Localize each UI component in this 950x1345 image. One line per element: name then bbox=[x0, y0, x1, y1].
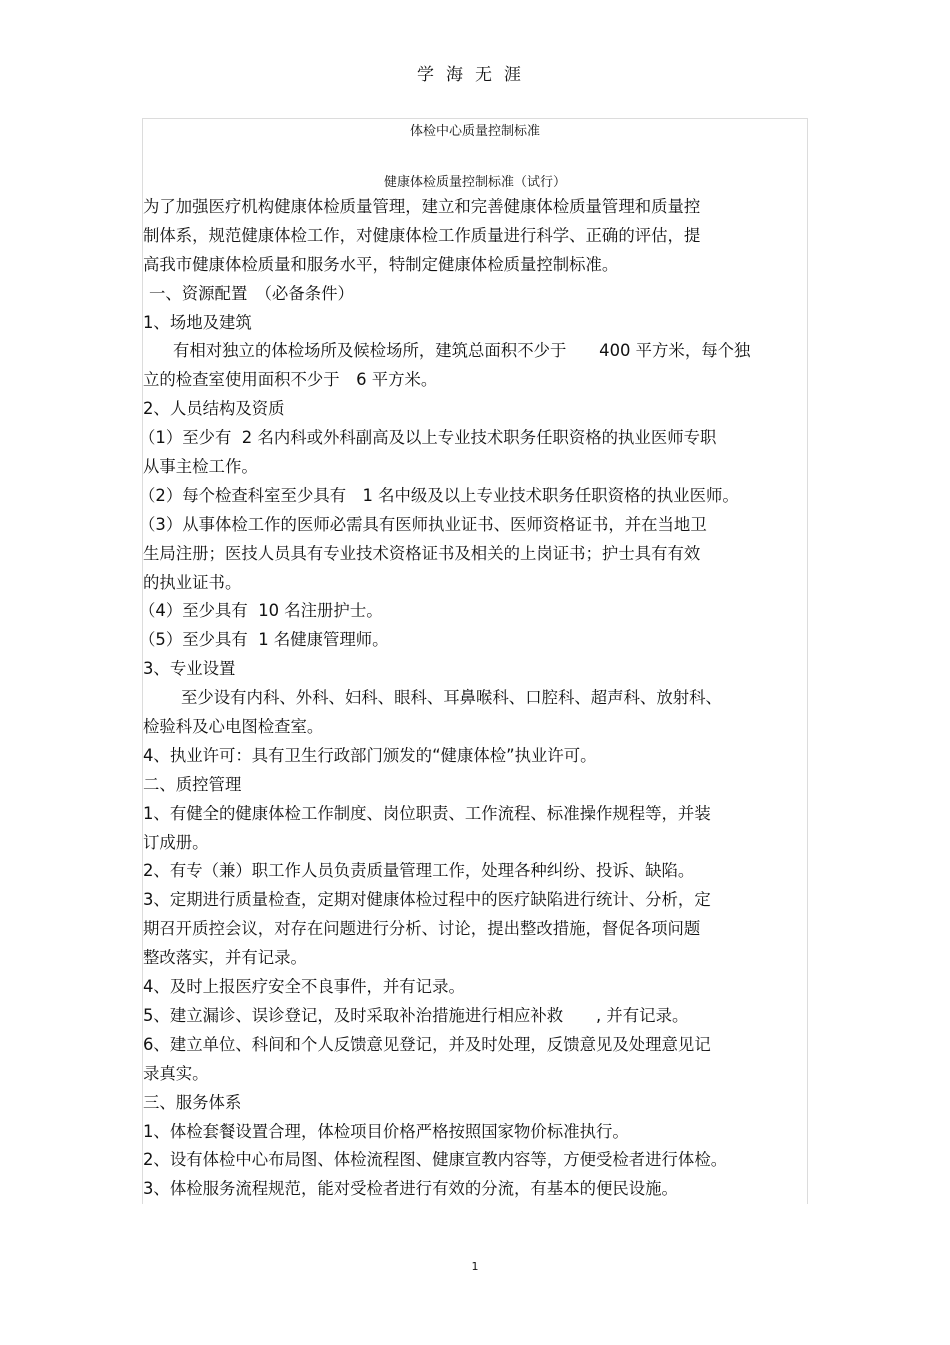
paragraph-line: 检验科及心电图检查室。 bbox=[143, 717, 324, 737]
subheading-license: 4、执业许可：具有卫生行政部门颁发的“健康体检”执业许可。 bbox=[143, 745, 597, 765]
list-item: 2、有专（兼）职工作人员负责质量管理工作，处理各种纠纷、投诉、缺陷。 bbox=[143, 861, 695, 881]
section-heading-2: 二、质控管理 bbox=[143, 774, 242, 794]
list-item: （3）从事体检工作的医师必需具有医师执业证书、医师资格证书，并在当地卫 bbox=[139, 514, 707, 534]
document-title: 体检中心质量控制标准 bbox=[409, 124, 540, 139]
page-number: 1 bbox=[471, 1260, 479, 1273]
list-item-continued: 的执业证书。 bbox=[143, 572, 242, 592]
document-subtitle: 健康体检质量控制标准（试行） bbox=[383, 175, 566, 190]
list-item-continued: 从事主检工作。 bbox=[143, 457, 258, 477]
list-item: （5）至少具有 1 名健康管理师。 bbox=[139, 630, 389, 650]
subheading-site: 1、场地及建筑 bbox=[143, 312, 252, 332]
paragraph-line: 至少设有内科、外科、妇科、眼科、耳鼻喉科、口腔科、超声科、放射科、 bbox=[181, 688, 722, 708]
subheading-specialties: 3、专业设置 bbox=[143, 659, 236, 679]
list-item: 4、及时上报医疗安全不良事件，并有记录。 bbox=[143, 977, 465, 997]
section-heading-3: 三、服务体系 bbox=[143, 1092, 242, 1112]
list-item: （2）每个检查科室至少具有 1 名中级及以上专业技术职务任职资格的执业医师。 bbox=[139, 485, 739, 505]
paragraph-line: 立的检查室使用面积不少于 6 平方米。 bbox=[143, 370, 438, 390]
list-item-continued: 生局注册；医技人员具有专业技术资格证书及相关的上岗证书；护士具有有效 bbox=[143, 543, 701, 563]
list-item: 1、有健全的健康体检工作制度、岗位职责、工作流程、标准操作规程等，并装 bbox=[143, 803, 711, 823]
intro-line-1: 为了加强医疗机构健康体检质量管理，建立和完善健康体检质量管理和质量控 bbox=[143, 197, 701, 216]
intro-line-3: 高我市健康体检质量和服务水平，特制定健康体检质量控制标准。 bbox=[143, 254, 619, 274]
intro-line-2: 制体系，规范健康体检工作，对健康体检工作质量进行科学、正确的评估，提 bbox=[143, 225, 701, 245]
list-item: （4）至少具有 10 名注册护士。 bbox=[139, 601, 383, 621]
list-item-continued: 期召开质控会议，对存在问题进行分析、讨论，提出整改措施，督促各项问题 bbox=[143, 919, 701, 939]
list-item: 3、体检服务流程规范，能对受检者进行有效的分流，有基本的便民设施。 bbox=[143, 1179, 678, 1199]
list-item-continued: 订成册。 bbox=[143, 832, 209, 852]
list-item: 1、体检套餐设置合理，体检项目价格严格按照国家物价标准执行。 bbox=[143, 1121, 629, 1141]
subheading-staff: 2、人员结构及资质 bbox=[143, 399, 285, 419]
list-item: 5、建立漏诊、误诊登记，及时采取补治措施进行相应补救 , 并有记录。 bbox=[143, 1005, 689, 1025]
list-item: 6、建立单位、科间和个人反馈意见登记，并及时处理，反馈意见及处理意见记 bbox=[143, 1034, 711, 1054]
list-item: 3、定期进行质量检查，定期对健康体检过程中的医疗缺陷进行统计、分析，定 bbox=[143, 890, 711, 910]
list-item: 2、设有体检中心布局图、体检流程图、健康宣教内容等，方便受检者进行体检。 bbox=[143, 1150, 728, 1170]
page-header: 学海无涯 bbox=[417, 65, 533, 85]
list-item-continued: 录真实。 bbox=[143, 1063, 209, 1083]
paragraph-line: 有相对独立的体检场所及候检场所，建筑总面积不少于 400 平方米，每个独 bbox=[173, 341, 751, 361]
list-item: （1）至少有 2 名内科或外科副高及以上专业技术职务任职资格的执业医师专职 bbox=[139, 428, 717, 448]
list-item-continued: 整改落实，并有记录。 bbox=[143, 948, 307, 968]
section-heading-1: 一、资源配置 （必备条件） bbox=[149, 283, 354, 303]
document-body bbox=[139, 121, 813, 1204]
